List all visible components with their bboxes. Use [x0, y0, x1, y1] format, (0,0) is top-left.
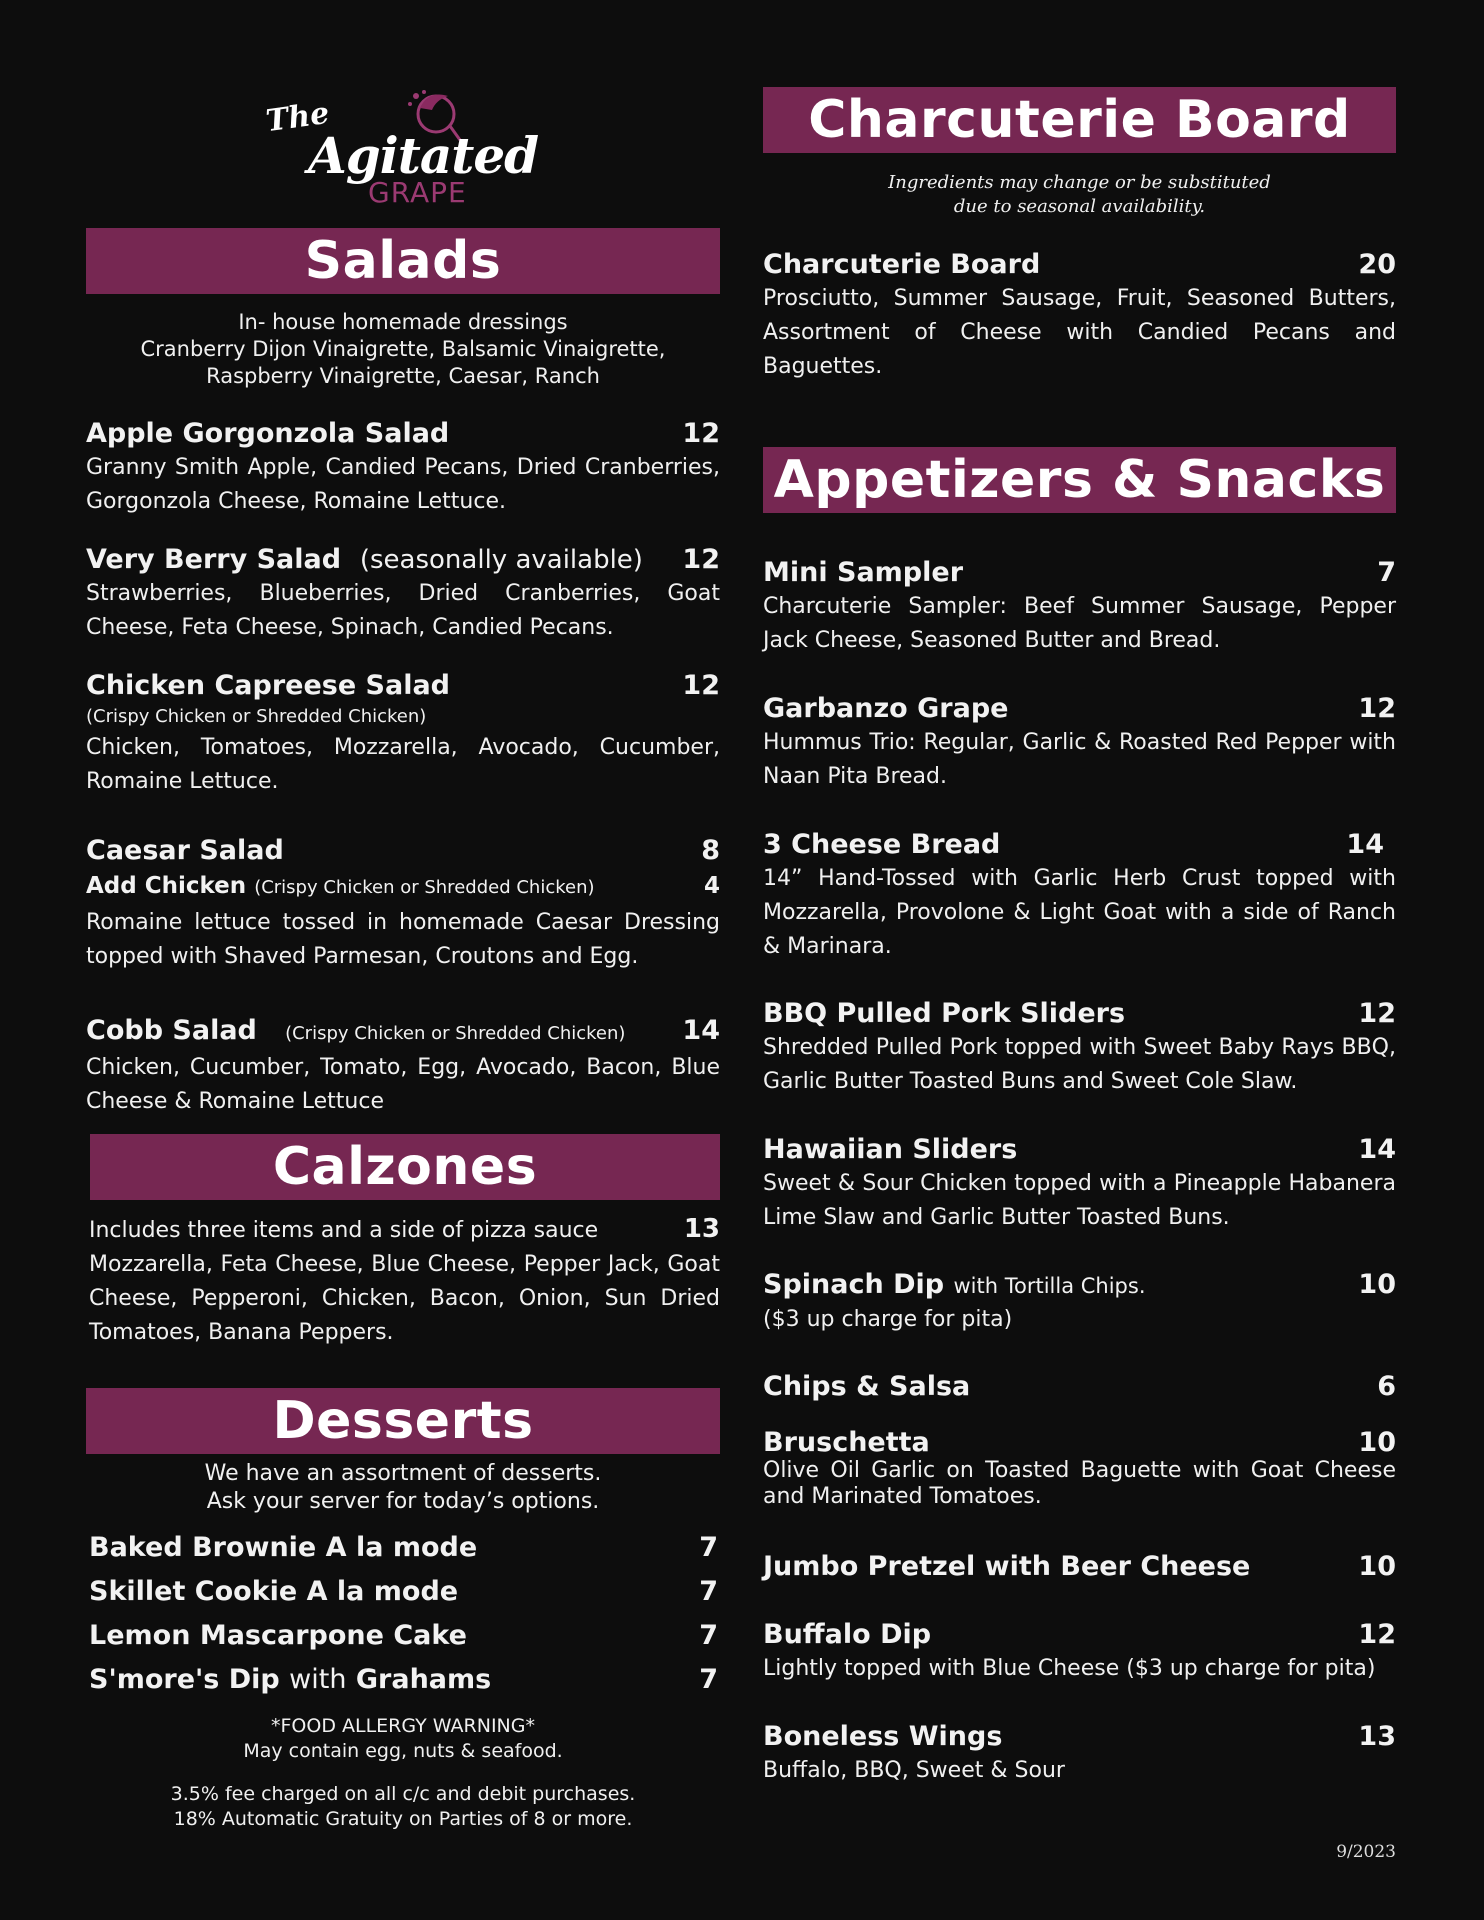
item-name-part: Grahams — [355, 1664, 492, 1695]
menu-item — [763, 997, 1396, 1099]
allergy-line: May contain egg, nuts & seafood. — [243, 1740, 563, 1762]
item-description: ($3 up charge for pita) — [763, 1307, 1013, 1332]
item-name: Buffalo Dip — [763, 1619, 932, 1650]
item-note: with Tortilla Chips. — [953, 1274, 1146, 1298]
item-description: Shredded Pulled Pork topped with Sweet Baby Rays BBQ, Garlic Butter Toasted Buns and Sweet Cole Slaw. — [763, 1035, 1396, 1094]
left-column — [86, 0, 720, 1920]
dessert-list — [89, 1526, 718, 1702]
item-description: 14” Hand-Tossed with Garlic Herb Crust topped with Mozzarella, Provolone & Light Goat with a side of Ranch & Marinara. — [763, 866, 1396, 959]
item-name: Baked Brownie A la mode — [89, 1532, 478, 1563]
item-connector: with — [289, 1664, 347, 1695]
menu-item — [86, 1014, 720, 1119]
logo-grape: GRAPE — [368, 176, 467, 209]
menu-item — [763, 556, 1396, 658]
item-price: 7 — [699, 1664, 718, 1695]
menu-item — [86, 834, 720, 974]
item-name: 3 Cheese Bread — [763, 829, 1001, 860]
menu-item — [763, 1618, 1396, 1686]
desserts-note — [86, 1460, 720, 1516]
menu-item — [86, 417, 720, 519]
calzone-intro: Includes three items and a side of pizza sauce — [89, 1218, 599, 1243]
item-description: Granny Smith Apple, Candied Pecans, Dried Cranberries, Gorgonzola Cheese, Romaine Lettuce. — [86, 455, 720, 514]
item-description: Buffalo, BBQ, Sweet & Sour — [763, 1758, 1065, 1783]
item-price: 13 — [1358, 1721, 1396, 1752]
item-name: Chips & Salsa — [763, 1371, 971, 1402]
item-name: Mini Sampler — [763, 557, 964, 588]
item-name: Skillet Cookie A la mode — [89, 1576, 459, 1607]
item-name: Boneless Wings — [763, 1721, 1003, 1752]
fee-line: 18% Automatic Gratuity on Parties of 8 or more. — [173, 1808, 633, 1830]
item-description: Lightly topped with Blue Cheese ($3 up charge for pita) — [763, 1656, 1376, 1681]
item-name: Hawaiian Sliders — [763, 1134, 1018, 1165]
logo-the: The — [263, 95, 332, 140]
calzone-price: 13 — [683, 1214, 720, 1244]
dressings-line: Raspberry Vinaigrette, Caesar, Ranch — [206, 364, 600, 388]
desserts-note-line: We have an assortment of desserts. — [204, 1461, 602, 1486]
dessert-item — [89, 1526, 718, 1570]
menu-item — [763, 1550, 1396, 1584]
item-name: Spinach Dip — [763, 1269, 945, 1300]
logo-agitated: Agitated — [308, 126, 539, 185]
item-price: 12 — [1358, 693, 1396, 724]
item-name: Jumbo Pretzel with Beer Cheese — [763, 1551, 1251, 1582]
item-description: Charcuterie Sampler: Beef Summer Sausage, Pepper Jack Cheese, Seasoned Butter and Bread. — [763, 594, 1396, 653]
menu-item — [763, 1268, 1396, 1337]
item-price: 12 — [682, 670, 720, 701]
dessert-item — [89, 1570, 718, 1614]
item-price: 12 — [682, 544, 720, 575]
fee-line: 3.5% fee charged on all c/c and debit purchases. — [170, 1783, 636, 1805]
item-description: Romaine lettuce tossed in homemade Caesar Dressing topped with Shaved Parmesan, Croutons and Egg. — [86, 910, 720, 969]
item-description: Olive Oil Garlic on Toasted Baguette with Goat Cheese and Marinated Tomatoes. — [763, 1458, 1396, 1509]
menu-item — [86, 543, 720, 645]
allergy-line: *FOOD ALLERGY WARNING* — [270, 1715, 535, 1737]
menu-date: 9/2023 — [1336, 1842, 1396, 1862]
item-description: Chicken, Cucumber, Tomato, Egg, Avocado, Bacon, Blue Cheese & Romaine Lettuce — [86, 1055, 720, 1114]
item-name: Garbanzo Grape — [763, 693, 1009, 724]
salads-banner: Salads — [86, 228, 720, 294]
item-price: 10 — [1358, 1269, 1396, 1300]
item-subnote: (Crispy Chicken or Shredded Chicken) — [86, 706, 427, 727]
addon-note: (Crispy Chicken or Shredded Chicken) — [254, 877, 595, 898]
item-name: Cobb Salad — [86, 1015, 257, 1046]
item-price: 7 — [699, 1576, 718, 1607]
charcuterie-banner: Charcuterie Board — [763, 87, 1396, 153]
charcuterie-note-line: due to seasonal availability. — [953, 196, 1206, 217]
item-price: 12 — [682, 418, 720, 449]
item-name: Lemon Mascarpone Cake — [89, 1620, 467, 1651]
fee-note — [86, 1782, 720, 1832]
item-name: Apple Gorgonzola Salad — [86, 418, 450, 449]
item-note: (Crispy Chicken or Shredded Chicken) — [285, 1023, 626, 1044]
item-price: 14 — [1358, 1134, 1396, 1165]
item-price: 12 — [1358, 998, 1396, 1029]
item-price: 12 — [1358, 1619, 1396, 1650]
item-name: Chicken Capreese Salad — [86, 670, 451, 701]
item-price: 8 — [701, 835, 720, 866]
item-description: Hummus Trio: Regular, Garlic & Roasted Red Pepper with Naan Pita Bread. — [763, 730, 1396, 789]
menu-item — [763, 1370, 1396, 1404]
appetizers-banner: Appetizers & Snacks — [763, 447, 1396, 513]
addon-name: Add Chicken — [86, 873, 247, 899]
menu-item — [763, 828, 1396, 964]
dessert-item — [89, 1614, 718, 1658]
item-price: 7 — [1377, 557, 1396, 588]
item-description: Chicken, Tomatoes, Mozzarella, Avocado, Cucumber, Romaine Lettuce. — [86, 735, 720, 794]
item-name: BBQ Pulled Pork Sliders — [763, 998, 1126, 1029]
item-price: 10 — [1358, 1427, 1396, 1458]
desserts-note-line: Ask your server for today’s options. — [206, 1489, 600, 1514]
addon-price: 4 — [703, 873, 720, 899]
menu-item — [763, 692, 1396, 794]
dessert-item — [89, 1658, 718, 1702]
item-description: Strawberries, Blueberries, Dried Cranberries, Goat Cheese, Feta Cheese, Spinach, Candied Pecans. — [86, 581, 720, 640]
item-name: Very Berry Salad — [86, 544, 342, 575]
right-column — [763, 0, 1396, 1920]
item-name: S'more's Dip — [89, 1664, 280, 1695]
menu-item — [763, 1428, 1396, 1510]
item-price: 14 — [1346, 829, 1384, 860]
allergy-warning — [86, 1714, 720, 1764]
dressings-note — [86, 309, 720, 390]
desserts-banner: Desserts — [86, 1388, 720, 1454]
menu-item — [763, 1133, 1396, 1235]
item-price: 14 — [682, 1015, 720, 1046]
calzones-banner: Calzones — [90, 1134, 720, 1200]
item-price: 20 — [1358, 249, 1396, 280]
menu-item — [86, 669, 720, 799]
dressings-line: In- house homemade dressings — [238, 310, 568, 334]
charcuterie-note-line: Ingredients may change or be substituted — [888, 172, 1271, 193]
item-description: Prosciutto, Summer Sausage, Fruit, Seasoned Butters, Assortment of Cheese with Candied Pecans and Baguettes. — [763, 286, 1396, 379]
dressings-line: Cranberry Dijon Vinaigrette, Balsamic Vinaigrette, — [140, 337, 666, 361]
item-name: Charcuterie Board — [763, 249, 1041, 280]
item-price: 7 — [699, 1532, 718, 1563]
item-price: 10 — [1358, 1551, 1396, 1582]
item-note: (seasonally available) — [359, 545, 643, 575]
item-price: 7 — [699, 1620, 718, 1651]
menu-item — [763, 1720, 1396, 1788]
item-price: 6 — [1377, 1371, 1396, 1402]
charcuterie-note — [763, 171, 1396, 219]
item-name: Caesar Salad — [86, 835, 284, 866]
item-name: Bruschetta — [763, 1427, 930, 1458]
calzone-description: Mozzarella, Feta Cheese, Blue Cheese, Pepper Jack, Goat Cheese, Pepperoni, Chicken, Bacon, Onion, Sun Dried Tomatoes, Banana Peppers. — [89, 1252, 720, 1345]
menu-item — [763, 248, 1396, 384]
item-description: Sweet & Sour Chicken topped with a Pineapple Habanera Lime Slaw and Garlic Butter Toasted Buns. — [763, 1171, 1396, 1230]
calzone-item — [89, 1212, 720, 1350]
